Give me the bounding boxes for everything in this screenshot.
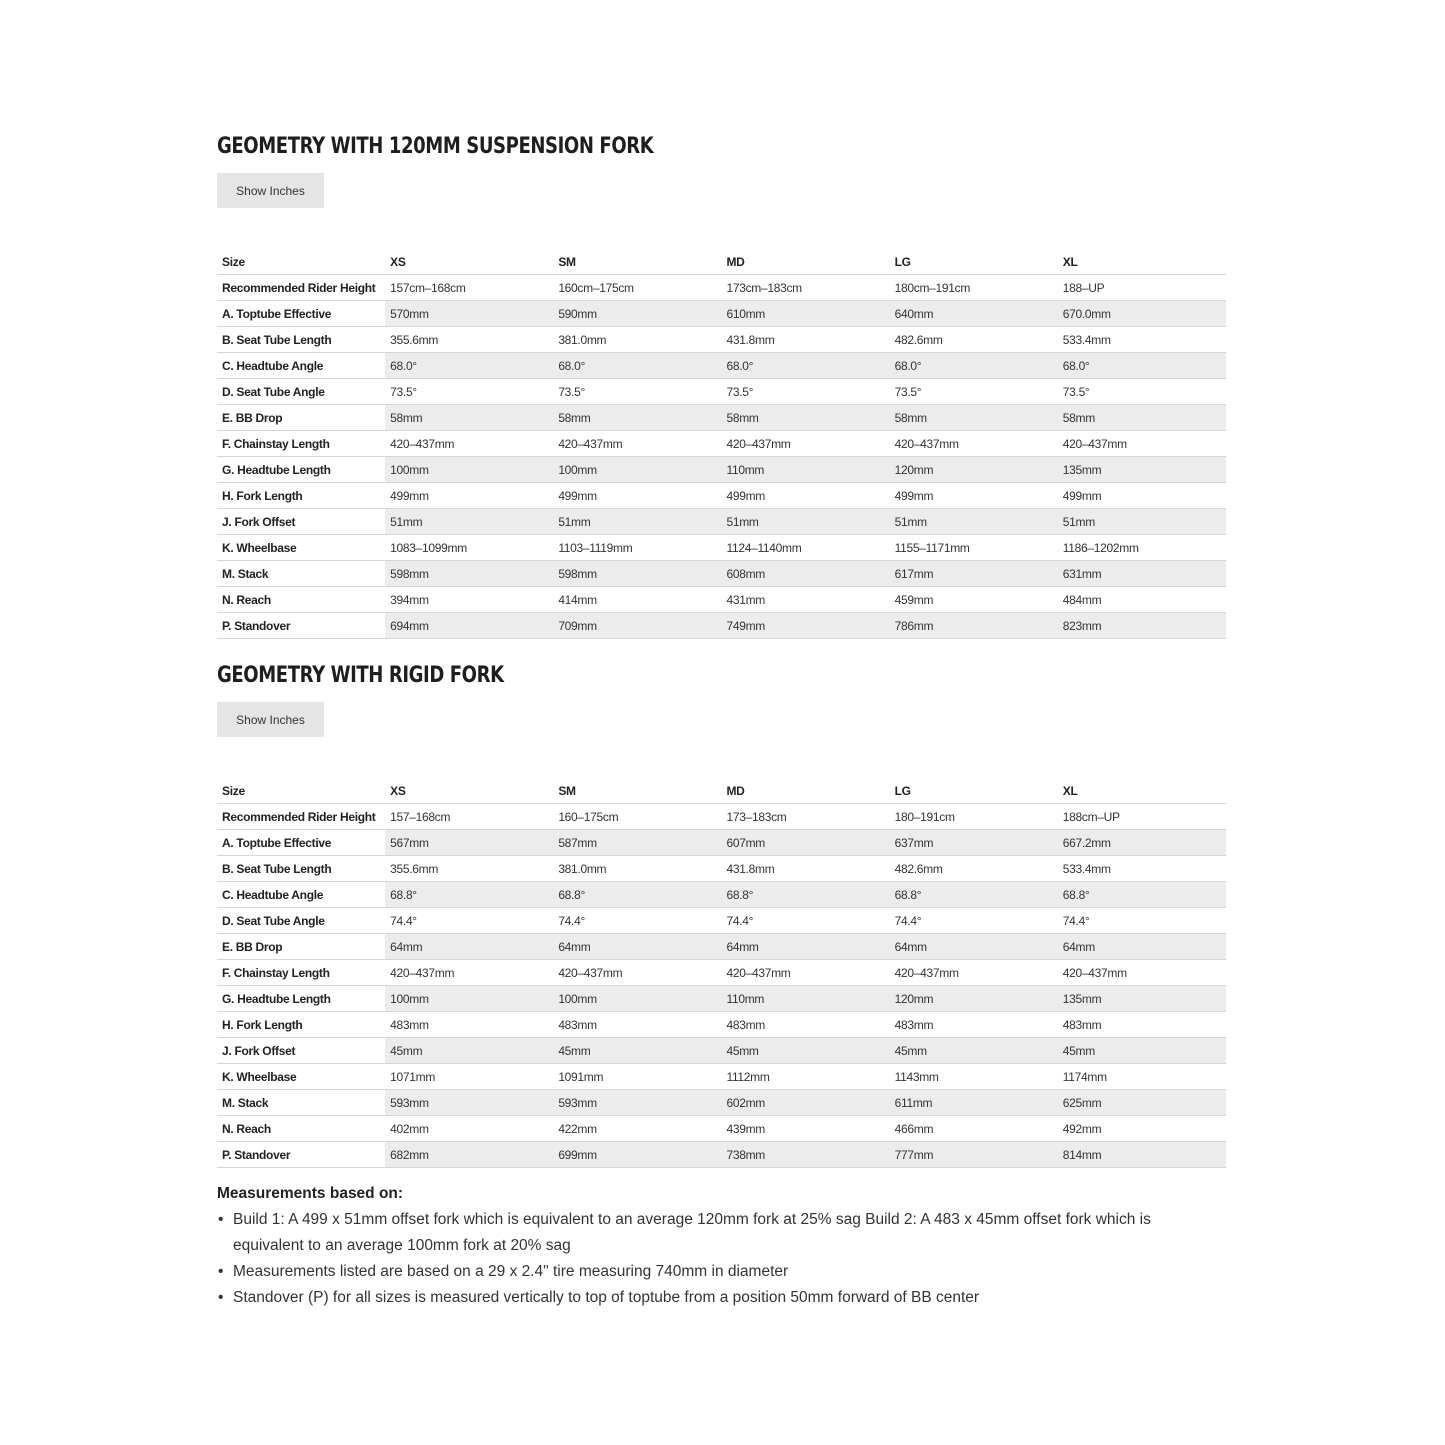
table-cell: 51mm — [1058, 509, 1226, 535]
table-cell: 58mm — [553, 405, 721, 431]
row-label: M. Stack — [217, 1090, 385, 1116]
table-cell: 598mm — [553, 561, 721, 587]
table-cell: 567mm — [385, 830, 553, 856]
table-cell: 157–168cm — [385, 804, 553, 830]
table-cell: 466mm — [890, 1116, 1058, 1142]
column-header-size: Size — [217, 778, 385, 804]
table-cell: 45mm — [553, 1038, 721, 1064]
table-cell: 68.8° — [553, 882, 721, 908]
row-label: D. Seat Tube Angle — [217, 379, 385, 405]
table-cell: 414mm — [553, 587, 721, 613]
table-cell: 51mm — [553, 509, 721, 535]
table-cell: 492mm — [1058, 1116, 1226, 1142]
row-label: B. Seat Tube Length — [217, 327, 385, 353]
row-label: D. Seat Tube Angle — [217, 908, 385, 934]
table-cell: 51mm — [385, 509, 553, 535]
table-cell: 1124–1140mm — [721, 535, 889, 561]
table-cell: 483mm — [890, 1012, 1058, 1038]
column-header-xl: XL — [1058, 249, 1226, 275]
table-cell: 631mm — [1058, 561, 1226, 587]
table-cell: 587mm — [553, 830, 721, 856]
column-header-lg: LG — [890, 778, 1058, 804]
table-cell: 420–437mm — [1058, 960, 1226, 986]
table-cell: 1174mm — [1058, 1064, 1226, 1090]
table-cell: 110mm — [721, 986, 889, 1012]
column-header-lg: LG — [890, 249, 1058, 275]
notes-title: Measurements based on: — [217, 1185, 404, 1202]
row-label: C. Headtube Angle — [217, 353, 385, 379]
table-cell: 823mm — [1058, 613, 1226, 639]
table-cell: 439mm — [721, 1116, 889, 1142]
table-cell: 483mm — [721, 1012, 889, 1038]
table-cell: 73.5° — [553, 379, 721, 405]
row-label: B. Seat Tube Length — [217, 856, 385, 882]
table-cell: 602mm — [721, 1090, 889, 1116]
table-row — [217, 275, 1226, 301]
geometry-section-suspension — [217, 128, 1226, 639]
table-cell: 1071mm — [385, 1064, 553, 1090]
table-cell: 68.0° — [385, 353, 553, 379]
table-cell: 607mm — [721, 830, 889, 856]
table-cell: 68.0° — [721, 353, 889, 379]
note-item — [217, 1207, 1217, 1259]
table-cell: 58mm — [1058, 405, 1226, 431]
table-cell: 431mm — [721, 587, 889, 613]
table-cell: 173–183cm — [721, 804, 889, 830]
table-cell: 100mm — [385, 457, 553, 483]
table-cell: 73.5° — [890, 379, 1058, 405]
table-cell: 58mm — [721, 405, 889, 431]
table-row — [217, 856, 1226, 882]
geometry-table — [217, 249, 1226, 639]
table-row — [217, 986, 1226, 1012]
table-row — [217, 327, 1226, 353]
table-cell: 120mm — [890, 457, 1058, 483]
table-cell: 484mm — [1058, 587, 1226, 613]
section-title: GEOMETRY WITH RIGID FORK — [217, 663, 504, 688]
table-cell: 533.4mm — [1058, 327, 1226, 353]
measurement-notes — [217, 1183, 1217, 1311]
table-cell: 670.0mm — [1058, 301, 1226, 327]
column-header-sm: SM — [553, 249, 721, 275]
table-cell: 381.0mm — [553, 327, 721, 353]
table-cell: 590mm — [553, 301, 721, 327]
table-cell: 483mm — [1058, 1012, 1226, 1038]
table-cell: 420–437mm — [553, 431, 721, 457]
table-cell: 610mm — [721, 301, 889, 327]
table-cell: 381.0mm — [553, 856, 721, 882]
column-header-size: Size — [217, 249, 385, 275]
table-cell: 814mm — [1058, 1142, 1226, 1168]
table-cell: 1091mm — [553, 1064, 721, 1090]
table-cell: 420–437mm — [385, 431, 553, 457]
table-body — [217, 275, 1226, 639]
table-cell: 431.8mm — [721, 327, 889, 353]
row-label: E. BB Drop — [217, 934, 385, 960]
table-cell: 420–437mm — [721, 960, 889, 986]
table-cell: 483mm — [553, 1012, 721, 1038]
table-row — [217, 587, 1226, 613]
column-header-md: MD — [721, 778, 889, 804]
column-header-xs: XS — [385, 778, 553, 804]
row-label: H. Fork Length — [217, 483, 385, 509]
table-row — [217, 1142, 1226, 1168]
table-row — [217, 509, 1226, 535]
table-row — [217, 561, 1226, 587]
table-row — [217, 1038, 1226, 1064]
table-row — [217, 379, 1226, 405]
table-cell: 100mm — [553, 986, 721, 1012]
table-cell: 402mm — [385, 1116, 553, 1142]
table-cell: 617mm — [890, 561, 1058, 587]
bullet-icon: • — [218, 1211, 224, 1228]
row-label: K. Wheelbase — [217, 535, 385, 561]
table-row — [217, 1012, 1226, 1038]
row-label: C. Headtube Angle — [217, 882, 385, 908]
table-cell: 598mm — [385, 561, 553, 587]
table-cell: 68.0° — [553, 353, 721, 379]
bullet-icon: • — [218, 1263, 224, 1280]
geometry-table — [217, 778, 1226, 1168]
table-cell: 709mm — [553, 613, 721, 639]
table-cell: 738mm — [721, 1142, 889, 1168]
row-label: J. Fork Offset — [217, 1038, 385, 1064]
note-item — [217, 1285, 1217, 1311]
table-row — [217, 830, 1226, 856]
table-cell: 180–191cm — [890, 804, 1058, 830]
table-cell: 355.6mm — [385, 327, 553, 353]
note-text: Standover (P) for all sizes is measured vertically to top of toptube from a position 50mm forward of BB center — [233, 1289, 980, 1306]
table-cell: 120mm — [890, 986, 1058, 1012]
row-label: A. Toptube Effective — [217, 301, 385, 327]
table-row — [217, 1064, 1226, 1090]
row-label: F. Chainstay Length — [217, 960, 385, 986]
column-header-xs: XS — [385, 249, 553, 275]
table-cell: 482.6mm — [890, 327, 1058, 353]
table-row — [217, 1116, 1226, 1142]
table-cell: 570mm — [385, 301, 553, 327]
row-label: J. Fork Offset — [217, 509, 385, 535]
table-cell: 74.4° — [553, 908, 721, 934]
table-cell: 51mm — [890, 509, 1058, 535]
table-cell: 1186–1202mm — [1058, 535, 1226, 561]
table-cell: 68.8° — [1058, 882, 1226, 908]
note-text: Measurements listed are based on a 29 x 2.4" tire measuring 740mm in diameter — [233, 1263, 789, 1280]
table-cell: 64mm — [1058, 934, 1226, 960]
table-cell: 459mm — [890, 587, 1058, 613]
table-cell: 135mm — [1058, 457, 1226, 483]
table-cell: 355.6mm — [385, 856, 553, 882]
row-label: P. Standover — [217, 1142, 385, 1168]
table-cell: 58mm — [890, 405, 1058, 431]
table-cell: 58mm — [385, 405, 553, 431]
table-cell: 51mm — [721, 509, 889, 535]
show-inches-button[interactable]: Show Inches — [217, 702, 324, 737]
table-cell: 45mm — [890, 1038, 1058, 1064]
table-cell: 1143mm — [890, 1064, 1058, 1090]
table-cell: 64mm — [890, 934, 1058, 960]
row-label: N. Reach — [217, 587, 385, 613]
table-cell: 68.0° — [890, 353, 1058, 379]
table-cell: 100mm — [553, 457, 721, 483]
row-label: A. Toptube Effective — [217, 830, 385, 856]
table-cell: 64mm — [553, 934, 721, 960]
table-row — [217, 908, 1226, 934]
table-cell: 160cm–175cm — [553, 275, 721, 301]
table-cell: 420–437mm — [385, 960, 553, 986]
table-row — [217, 960, 1226, 986]
table-cell: 431.8mm — [721, 856, 889, 882]
section-title: GEOMETRY WITH 120MM SUSPENSION FORK — [217, 134, 654, 159]
table-cell: 777mm — [890, 1142, 1058, 1168]
row-label: P. Standover — [217, 613, 385, 639]
table-row — [217, 804, 1226, 830]
row-label: H. Fork Length — [217, 1012, 385, 1038]
table-row — [217, 483, 1226, 509]
table-cell: 160–175cm — [553, 804, 721, 830]
table-cell: 682mm — [385, 1142, 553, 1168]
table-cell: 68.0° — [1058, 353, 1226, 379]
table-cell: 420–437mm — [1058, 431, 1226, 457]
table-cell: 180cm–191cm — [890, 275, 1058, 301]
table-cell: 45mm — [1058, 1038, 1226, 1064]
table-cell: 100mm — [385, 986, 553, 1012]
row-label: E. BB Drop — [217, 405, 385, 431]
table-cell: 74.4° — [1058, 908, 1226, 934]
table-cell: 1155–1171mm — [890, 535, 1058, 561]
table-cell: 64mm — [385, 934, 553, 960]
geometry-section-rigid — [217, 657, 1226, 1168]
column-header-md: MD — [721, 249, 889, 275]
table-cell: 699mm — [553, 1142, 721, 1168]
table-row — [217, 934, 1226, 960]
table-header-row — [217, 778, 1226, 804]
row-label: G. Headtube Length — [217, 457, 385, 483]
table-cell: 420–437mm — [890, 431, 1058, 457]
table-cell: 608mm — [721, 561, 889, 587]
table-cell: 593mm — [553, 1090, 721, 1116]
row-label: N. Reach — [217, 1116, 385, 1142]
row-label: F. Chainstay Length — [217, 431, 385, 457]
table-row — [217, 405, 1226, 431]
table-row — [217, 431, 1226, 457]
table-cell: 74.4° — [890, 908, 1058, 934]
table-cell: 73.5° — [1058, 379, 1226, 405]
table-cell: 188–UP — [1058, 275, 1226, 301]
table-cell: 64mm — [721, 934, 889, 960]
note-text: Build 1: A 499 x 51mm offset fork which is equivalent to an average 120mm fork at 25% sag Build 2: A 483 x 45mm offset fork which is equivalent to an average 100mm fork at 20% sag — [233, 1211, 1151, 1254]
table-cell: 499mm — [553, 483, 721, 509]
table-cell: 68.8° — [385, 882, 553, 908]
table-cell: 422mm — [553, 1116, 721, 1142]
table-row — [217, 535, 1226, 561]
table-row — [217, 301, 1226, 327]
column-header-xl: XL — [1058, 778, 1226, 804]
table-cell: 394mm — [385, 587, 553, 613]
table-cell: 625mm — [1058, 1090, 1226, 1116]
table-cell: 694mm — [385, 613, 553, 639]
table-row — [217, 882, 1226, 908]
table-cell: 499mm — [890, 483, 1058, 509]
table-cell: 637mm — [890, 830, 1058, 856]
bullet-icon: • — [218, 1289, 224, 1306]
table-cell: 188cm–UP — [1058, 804, 1226, 830]
row-label: K. Wheelbase — [217, 1064, 385, 1090]
table-cell: 482.6mm — [890, 856, 1058, 882]
table-cell: 420–437mm — [890, 960, 1058, 986]
show-inches-button[interactable]: Show Inches — [217, 173, 324, 208]
table-cell: 73.5° — [721, 379, 889, 405]
table-row — [217, 353, 1226, 379]
row-label: G. Headtube Length — [217, 986, 385, 1012]
table-cell: 1103–1119mm — [553, 535, 721, 561]
row-label: M. Stack — [217, 561, 385, 587]
table-cell: 45mm — [721, 1038, 889, 1064]
table-cell: 483mm — [385, 1012, 553, 1038]
table-cell: 1112mm — [721, 1064, 889, 1090]
table-cell: 593mm — [385, 1090, 553, 1116]
notes-list — [217, 1207, 1217, 1311]
table-cell: 68.8° — [890, 882, 1058, 908]
table-row — [217, 457, 1226, 483]
table-row — [217, 613, 1226, 639]
table-cell: 110mm — [721, 457, 889, 483]
table-cell: 420–437mm — [721, 431, 889, 457]
table-cell: 157cm–168cm — [385, 275, 553, 301]
table-cell: 73.5° — [385, 379, 553, 405]
table-row — [217, 1090, 1226, 1116]
table-cell: 420–437mm — [553, 960, 721, 986]
table-cell: 786mm — [890, 613, 1058, 639]
table-cell: 1083–1099mm — [385, 535, 553, 561]
table-cell: 667.2mm — [1058, 830, 1226, 856]
table-cell: 135mm — [1058, 986, 1226, 1012]
table-cell: 173cm–183cm — [721, 275, 889, 301]
table-cell: 68.8° — [721, 882, 889, 908]
table-cell: 45mm — [385, 1038, 553, 1064]
column-header-sm: SM — [553, 778, 721, 804]
row-label: Recommended Rider Height — [217, 804, 385, 830]
table-cell: 640mm — [890, 301, 1058, 327]
table-cell: 74.4° — [385, 908, 553, 934]
table-cell: 611mm — [890, 1090, 1058, 1116]
table-cell: 533.4mm — [1058, 856, 1226, 882]
table-header-row — [217, 249, 1226, 275]
table-body — [217, 804, 1226, 1168]
row-label: Recommended Rider Height — [217, 275, 385, 301]
table-cell: 749mm — [721, 613, 889, 639]
table-cell: 74.4° — [721, 908, 889, 934]
table-cell: 499mm — [1058, 483, 1226, 509]
table-cell: 499mm — [385, 483, 553, 509]
table-cell: 499mm — [721, 483, 889, 509]
note-item — [217, 1259, 1217, 1285]
